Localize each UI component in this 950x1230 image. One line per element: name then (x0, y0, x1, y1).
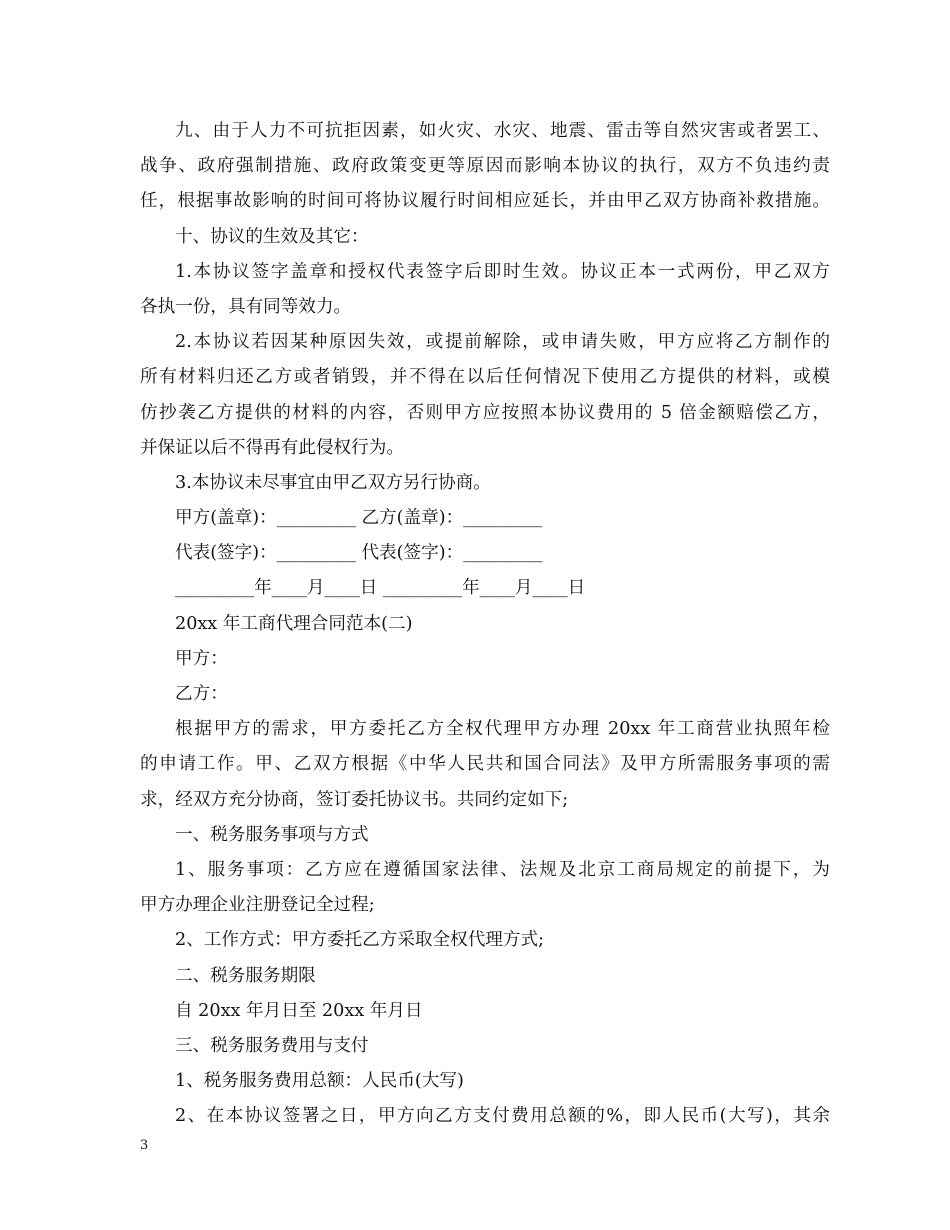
document-line: 20xx 年工商代理合同范本(二) (175, 613, 413, 634)
document-line: 九、由于人力不可抗拒因素，如火灾、水灾、地震、雷击等自然灾害或者罢工、 (175, 121, 830, 141)
document-line: 各执一份，具有同等效力。 (140, 296, 352, 317)
document-line: 一、税务服务事项与方式 (175, 824, 369, 845)
document-line: 2.本协议若因某种原因失效，或提前解除，或申请失败，甲方应将乙方制作的 (175, 332, 830, 353)
document-line: 乙方： (175, 684, 228, 704)
document-line: 甲方： (175, 648, 228, 669)
document-line: 甲方办理企业注册登记全过程; (140, 895, 375, 916)
document-line: 求，经双方充分协商，签订委托协议书。共同约定如下; (140, 789, 569, 810)
document-line: 十、协议的生效及其它： (175, 226, 369, 247)
document-line: 自 20xx 年月日至 20xx 年月日 (175, 1000, 423, 1021)
document-line: 1、税务服务费用总额：人民币(大写) (175, 1071, 464, 1092)
document-line: 任，根据事故影响的时间可将协议履行时间相应延长，并由甲乙双方协商补救措施。 (140, 191, 830, 212)
document-line: 三、税务服务费用与支付 (175, 1035, 369, 1056)
document-line: 并保证以后不得再有此侵权行为。 (140, 437, 404, 458)
document-line: 代表(签字)：_________ 代表(签字)：_________ (175, 543, 543, 564)
document-line: 2、在本协议签署之日，甲方向乙方支付费用总额的%，即人民币(大写)，其余 (175, 1106, 830, 1127)
document-body (140, 114, 830, 1134)
page-number: 3 (140, 1138, 149, 1153)
document-line: 甲方(盖章)：_________ 乙方(盖章)：_________ (175, 508, 543, 529)
document-line: 二、税务服务期限 (175, 965, 316, 986)
document-line: 仿抄袭乙方提供的材料的内容，否则甲方应按照本协议费用的 5 倍金额赔偿乙方， (140, 402, 830, 423)
document-line: 的申请工作。甲、乙双方根据《中华人民共和国合同法》及甲方所需服务事项的需 (140, 754, 830, 775)
document-line: 1.本协议签字盖章和授权代表签字后即时生效。协议正本一式两份，甲乙双方 (175, 261, 830, 282)
document-line: 根据甲方的需求，甲方委托乙方全权代理甲方办理 20xx 年工商营业执照年检 (175, 719, 830, 740)
document-line: _________年____月____日 _________年____月____日 (175, 578, 586, 599)
document-line: 战争、政府强制措施、政府政策变更等原因而影响本协议的执行，双方不负违约责 (140, 156, 830, 177)
document-line: 1、服务事项：乙方应在遵循国家法律、法规及北京工商局规定的前提下，为 (175, 859, 830, 880)
document-line: 3.本协议未尽事宜由甲乙双方另行协商。 (175, 472, 491, 493)
document-line: 所有材料归还乙方或者销毁，并不得在以后任何情况下使用乙方提供的材料，或模 (140, 367, 830, 388)
document-line: 2、工作方式：甲方委托乙方采取全权代理方式; (175, 930, 544, 951)
